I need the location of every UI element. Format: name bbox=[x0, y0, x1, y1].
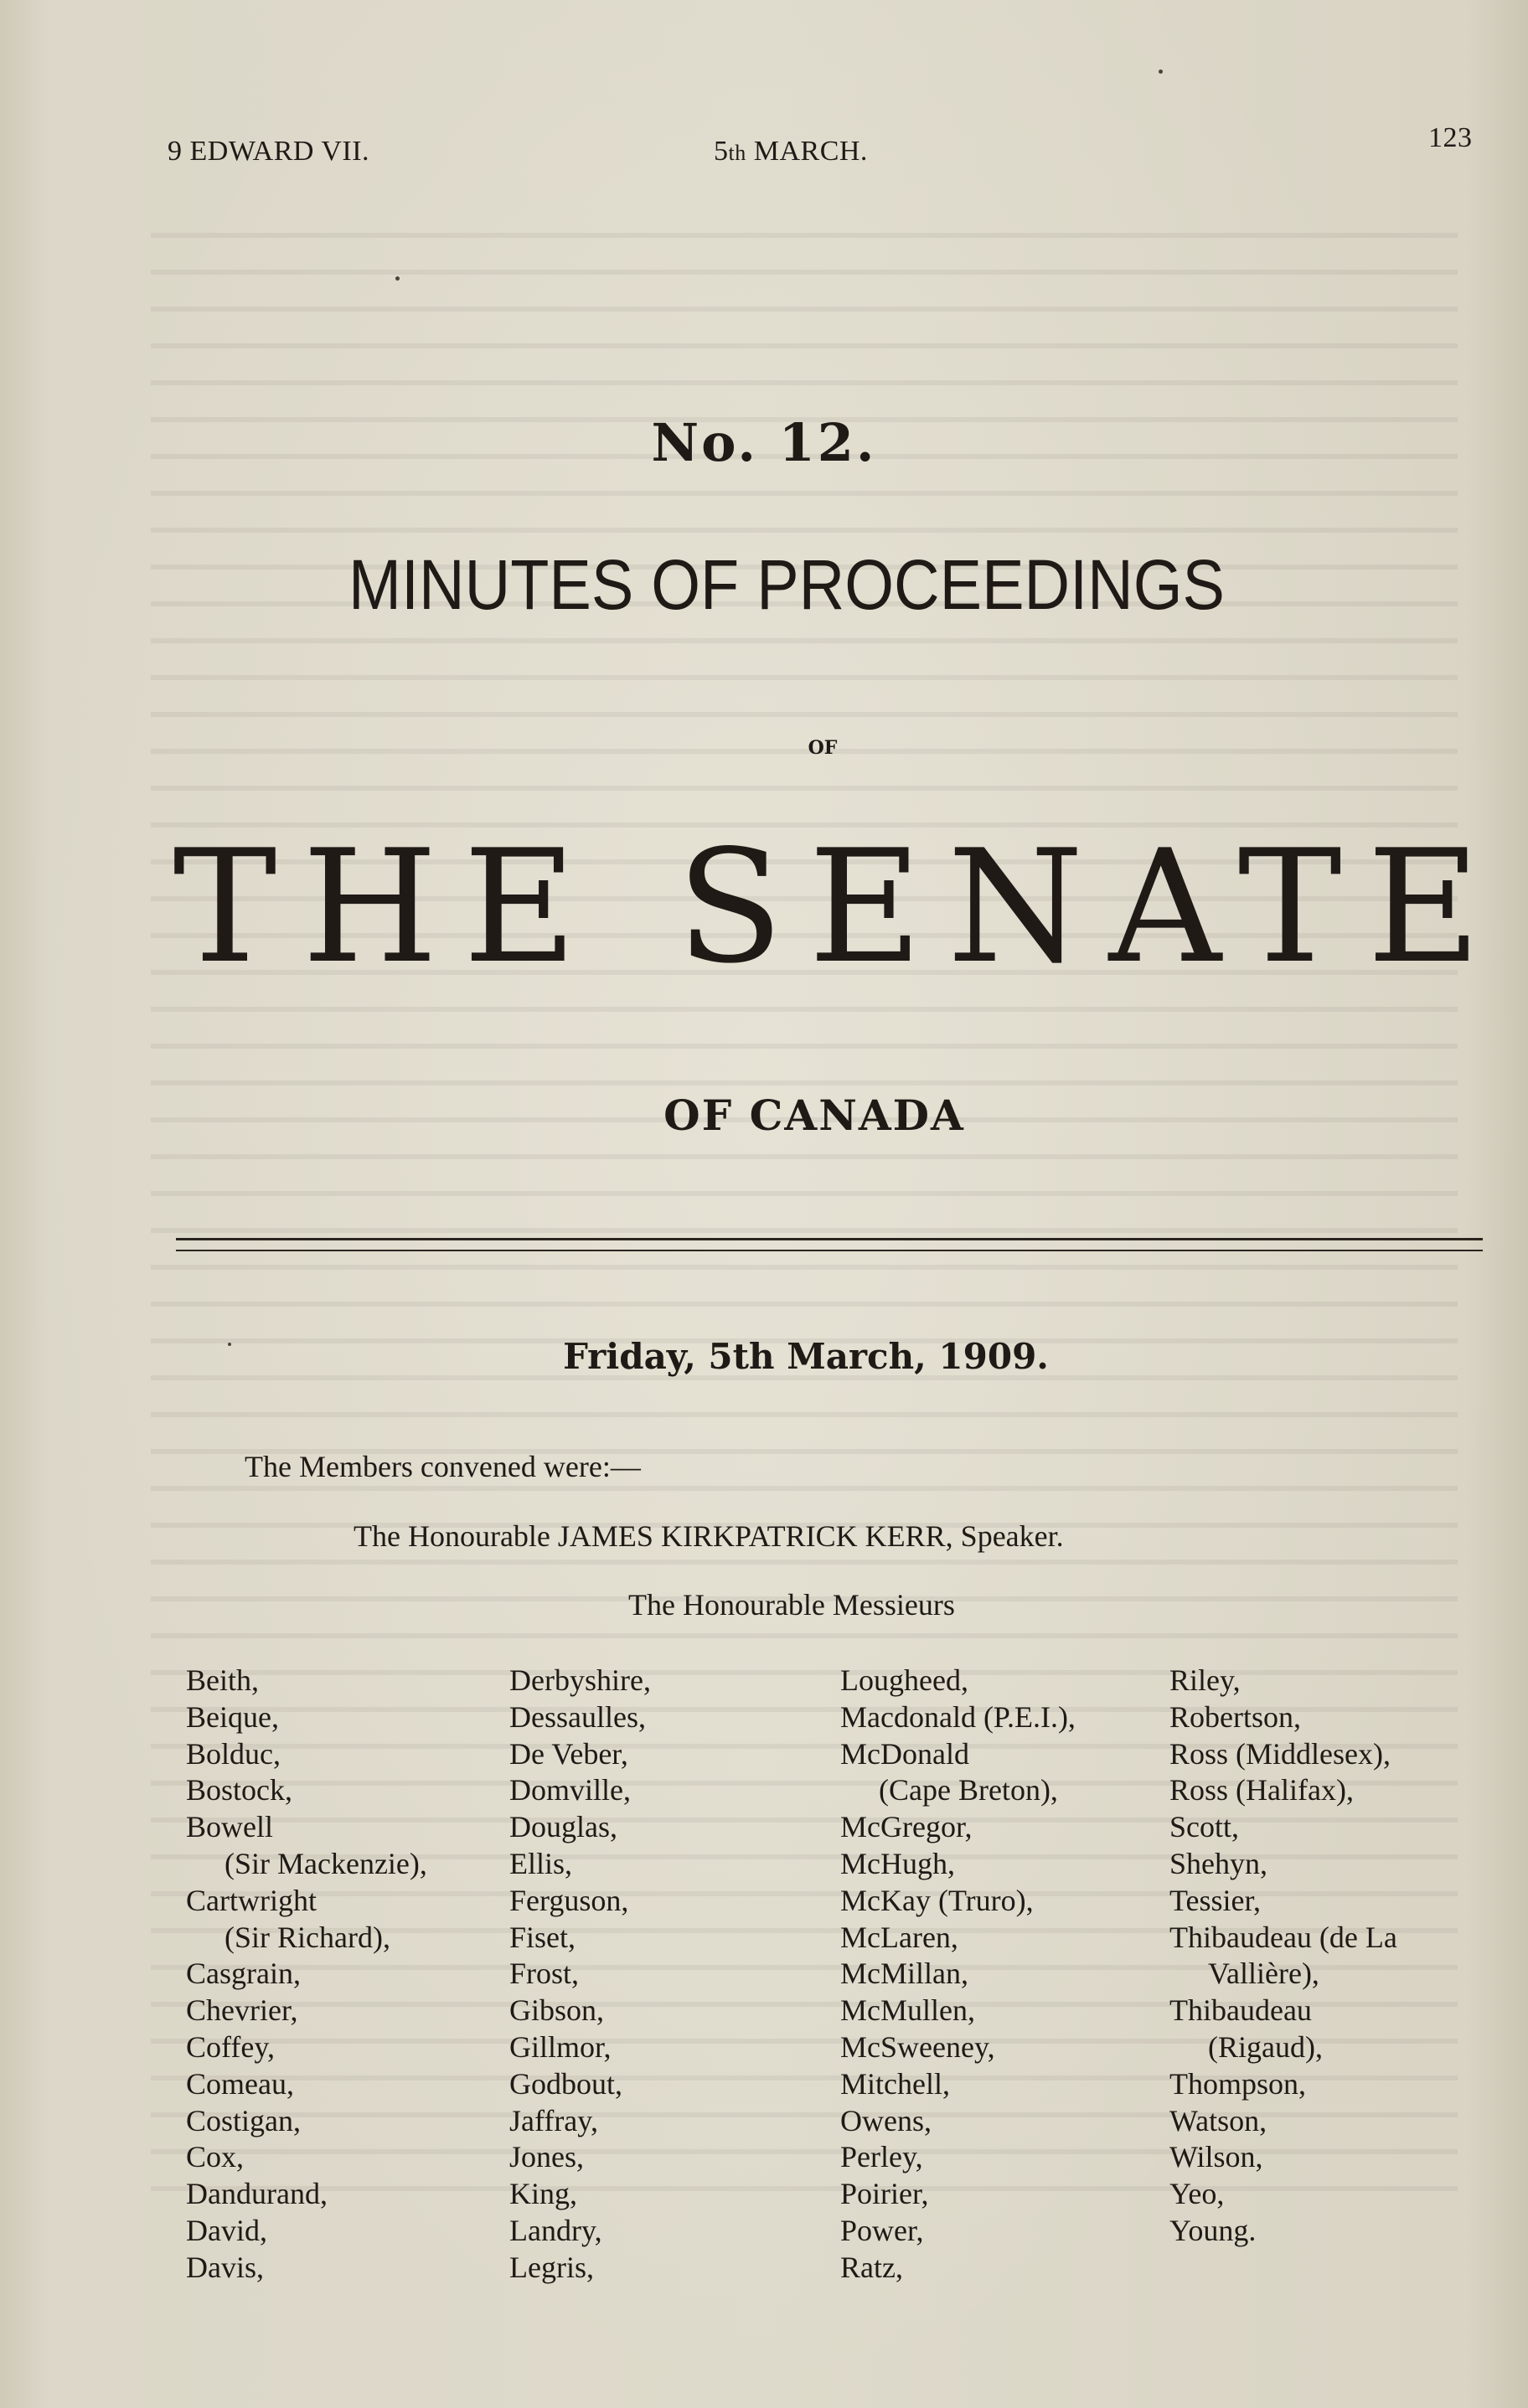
member-name: Beith, bbox=[186, 1663, 259, 1697]
title-minutes: MINUTES OF PROCEEDINGS bbox=[348, 545, 1225, 624]
member-name: Comeau, bbox=[186, 2066, 294, 2101]
member-name: Davis, bbox=[186, 2250, 264, 2284]
member-name: (Rigaud), bbox=[1208, 2029, 1323, 2064]
member-name: Power, bbox=[840, 2213, 924, 2247]
member-name: Poirier, bbox=[840, 2177, 929, 2211]
member-name: Bowell bbox=[186, 1810, 273, 1844]
member-name: Fiset, bbox=[509, 1920, 576, 1954]
member-name: McSweeney, bbox=[840, 2029, 995, 2064]
page-number: 123 bbox=[1428, 122, 1473, 153]
running-head-suffix: th bbox=[728, 141, 746, 165]
print-speck bbox=[395, 276, 400, 281]
running-head-day: 5 bbox=[714, 136, 729, 167]
member-name: Ratz, bbox=[840, 2250, 903, 2284]
member-name: McGregor, bbox=[840, 1810, 973, 1844]
title-canada: OF CANADA bbox=[663, 1091, 965, 1140]
member-name: Casgrain, bbox=[186, 1957, 301, 1991]
member-name: McKay (Truro), bbox=[840, 1883, 1034, 1917]
running-head-date bbox=[714, 136, 868, 168]
running-head-left: 9 EDWARD VII. bbox=[168, 136, 370, 167]
print-speck bbox=[228, 1343, 231, 1346]
member-name: Scott, bbox=[1169, 1810, 1240, 1844]
member-name: Vallière), bbox=[1208, 1957, 1319, 1991]
member-name: Coffey, bbox=[186, 2029, 275, 2064]
messieurs-heading: The Honourable Messieurs bbox=[628, 1588, 955, 1622]
member-name: McDonald bbox=[840, 1736, 969, 1771]
member-name: Chevrier, bbox=[186, 1993, 298, 2028]
member-name: Bostock, bbox=[186, 1773, 293, 1807]
title-senate: THE SENATE bbox=[173, 816, 1506, 998]
member-name: King, bbox=[509, 2177, 577, 2211]
print-speck bbox=[1159, 70, 1163, 74]
member-name: Wilson, bbox=[1169, 2140, 1263, 2174]
convened-line: The Members convened were:— bbox=[245, 1450, 641, 1483]
member-name: Godbout, bbox=[509, 2066, 622, 2101]
member-name: Thompson, bbox=[1169, 2066, 1307, 2101]
member-name: Ross (Middlesex), bbox=[1169, 1736, 1391, 1771]
member-name: Thibaudeau (de La bbox=[1169, 1920, 1397, 1954]
members-column-4 bbox=[1169, 1663, 1397, 2250]
member-name: Owens, bbox=[840, 2103, 932, 2137]
members-column-1 bbox=[186, 1663, 427, 2287]
member-name: Tessier, bbox=[1169, 1883, 1262, 1917]
member-name: Ferguson, bbox=[509, 1883, 629, 1917]
sitting-date: Friday, 5th March, 1909. bbox=[563, 1336, 1049, 1377]
title-rule-thin bbox=[176, 1250, 1483, 1251]
member-name: Dessaulles, bbox=[509, 1699, 646, 1734]
member-name: Gillmor, bbox=[509, 2029, 612, 2064]
member-name: McMillan, bbox=[840, 1957, 968, 1991]
member-name: Bolduc, bbox=[186, 1736, 281, 1771]
member-name: Landry, bbox=[509, 2213, 602, 2247]
speaker-line: The Honourable JAMES KIRKPATRICK KERR, Speaker. bbox=[354, 1519, 1064, 1553]
member-name: Derbyshire, bbox=[509, 1663, 651, 1697]
member-name: Jones, bbox=[509, 2140, 584, 2174]
member-name: Ellis, bbox=[509, 1846, 573, 1880]
member-name: Lougheed, bbox=[840, 1663, 968, 1697]
issue-number: No. 12. bbox=[651, 412, 877, 473]
member-name: Jaffray, bbox=[509, 2103, 598, 2137]
member-name: De Veber, bbox=[509, 1736, 628, 1771]
member-name: Perley, bbox=[840, 2140, 923, 2174]
member-name: Frost, bbox=[509, 1957, 580, 1991]
title-of: OF bbox=[808, 737, 838, 759]
member-name: David, bbox=[186, 2213, 267, 2247]
member-name: Thibaudeau bbox=[1169, 1993, 1312, 2028]
member-name: Domville, bbox=[509, 1773, 631, 1807]
member-name: Cox, bbox=[186, 2140, 245, 2174]
member-name: Beique, bbox=[186, 1699, 279, 1734]
member-name: Shehyn, bbox=[1169, 1846, 1267, 1880]
title-rule-thick bbox=[176, 1238, 1483, 1240]
member-name: Macdonald (P.E.I.), bbox=[840, 1699, 1076, 1734]
member-name: Gibson, bbox=[509, 1993, 605, 2028]
member-name: Legris, bbox=[509, 2250, 594, 2284]
running-head-month: MARCH. bbox=[746, 136, 868, 167]
member-name: Douglas, bbox=[509, 1810, 617, 1844]
member-name: Watson, bbox=[1169, 2103, 1267, 2137]
member-name: McMullen, bbox=[840, 1993, 975, 2028]
member-name: McHugh, bbox=[840, 1846, 955, 1880]
members-column-2 bbox=[509, 1663, 651, 2287]
member-name: (Sir Mackenzie), bbox=[225, 1846, 427, 1880]
member-name: Mitchell, bbox=[840, 2066, 950, 2101]
member-name: Ross (Halifax), bbox=[1169, 1773, 1354, 1807]
member-name: McLaren, bbox=[840, 1920, 958, 1954]
member-name: Robertson, bbox=[1169, 1699, 1301, 1734]
member-name: Young. bbox=[1169, 2213, 1257, 2247]
member-name: (Sir Richard), bbox=[225, 1920, 390, 1954]
member-name: Riley, bbox=[1169, 1663, 1241, 1697]
member-name: Cartwright bbox=[186, 1883, 317, 1917]
member-name: Dandurand, bbox=[186, 2177, 328, 2211]
member-name: Yeo, bbox=[1169, 2177, 1225, 2211]
member-name: Costigan, bbox=[186, 2103, 302, 2137]
members-column-3 bbox=[840, 1663, 1076, 2287]
member-name: (Cape Breton), bbox=[879, 1773, 1058, 1807]
